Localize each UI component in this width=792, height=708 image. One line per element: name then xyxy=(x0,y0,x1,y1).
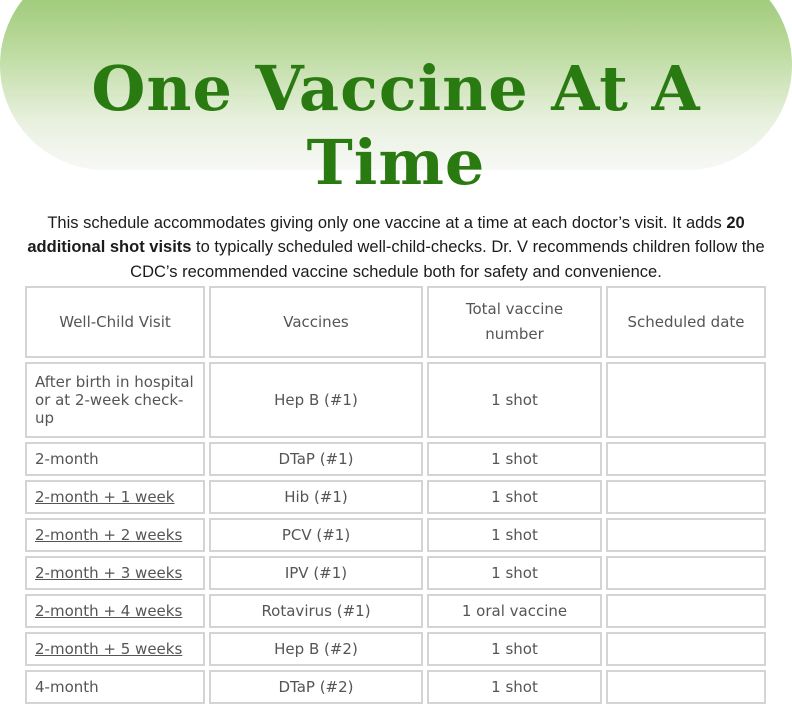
visit-cell: 2-month + 4 weeks xyxy=(25,594,205,628)
intro-paragraph xyxy=(20,211,772,285)
intro-text-1: This schedule accommodates giving only one vaccine at a time at each doctor’s visit. It adds xyxy=(47,213,727,232)
intro-text-2: to typically scheduled well-child-checks. Dr. V recommends children follow the CDC’s recommended vaccine schedule both for safety and convenience. xyxy=(130,238,765,281)
date-cell xyxy=(606,632,766,666)
date-cell xyxy=(606,518,766,552)
vaccine-cell: Rotavirus (#1) xyxy=(209,594,423,628)
visit-cell: 4-month xyxy=(25,670,205,704)
table-header-row xyxy=(25,286,766,358)
page-title: One Vaccine At A Time xyxy=(91,52,701,200)
total-cell: 1 shot xyxy=(427,556,602,590)
intro-bold: 20 additional shot visits xyxy=(27,213,745,256)
table-row xyxy=(25,480,766,514)
vaccine-cell: IPV (#1) xyxy=(209,556,423,590)
table-row xyxy=(25,362,766,438)
header-scheduled-date: Scheduled date xyxy=(606,286,766,358)
date-cell xyxy=(606,556,766,590)
header-total-vaccine-number: Total vaccine number xyxy=(427,286,602,358)
vaccine-cell: DTaP (#1) xyxy=(209,442,423,476)
table-row xyxy=(25,518,766,552)
total-cell: 1 shot xyxy=(427,362,602,438)
date-cell xyxy=(606,442,766,476)
visit-cell: After birth in hospital or at 2-week check-up xyxy=(25,362,205,438)
total-cell: 1 shot xyxy=(427,442,602,476)
table-row xyxy=(25,556,766,590)
visit-cell: 2-month + 3 weeks xyxy=(25,556,205,590)
date-cell xyxy=(606,670,766,704)
vaccine-schedule-table xyxy=(21,282,770,708)
visit-cell: 2-month + 1 week xyxy=(25,480,205,514)
vaccine-cell: Hib (#1) xyxy=(209,480,423,514)
visit-cell: 2-month + 5 weeks xyxy=(25,632,205,666)
vaccine-cell: PCV (#1) xyxy=(209,518,423,552)
table-row xyxy=(25,670,766,704)
table-row xyxy=(25,632,766,666)
visit-cell: 2-month + 2 weeks xyxy=(25,518,205,552)
date-cell xyxy=(606,480,766,514)
date-cell xyxy=(606,362,766,438)
table-row xyxy=(25,442,766,476)
total-cell: 1 shot xyxy=(427,632,602,666)
table-row xyxy=(25,594,766,628)
total-cell: 1 shot xyxy=(427,670,602,704)
total-cell: 1 shot xyxy=(427,518,602,552)
vaccine-cell: Hep B (#2) xyxy=(209,632,423,666)
vaccine-cell: DTaP (#2) xyxy=(209,670,423,704)
header-well-child-visit: Well-Child Visit xyxy=(25,286,205,358)
header-vaccines: Vaccines xyxy=(209,286,423,358)
total-cell: 1 shot xyxy=(427,480,602,514)
visit-cell: 2-month xyxy=(25,442,205,476)
date-cell xyxy=(606,594,766,628)
vaccine-cell: Hep B (#1) xyxy=(209,362,423,438)
total-cell: 1 oral vaccine xyxy=(427,594,602,628)
